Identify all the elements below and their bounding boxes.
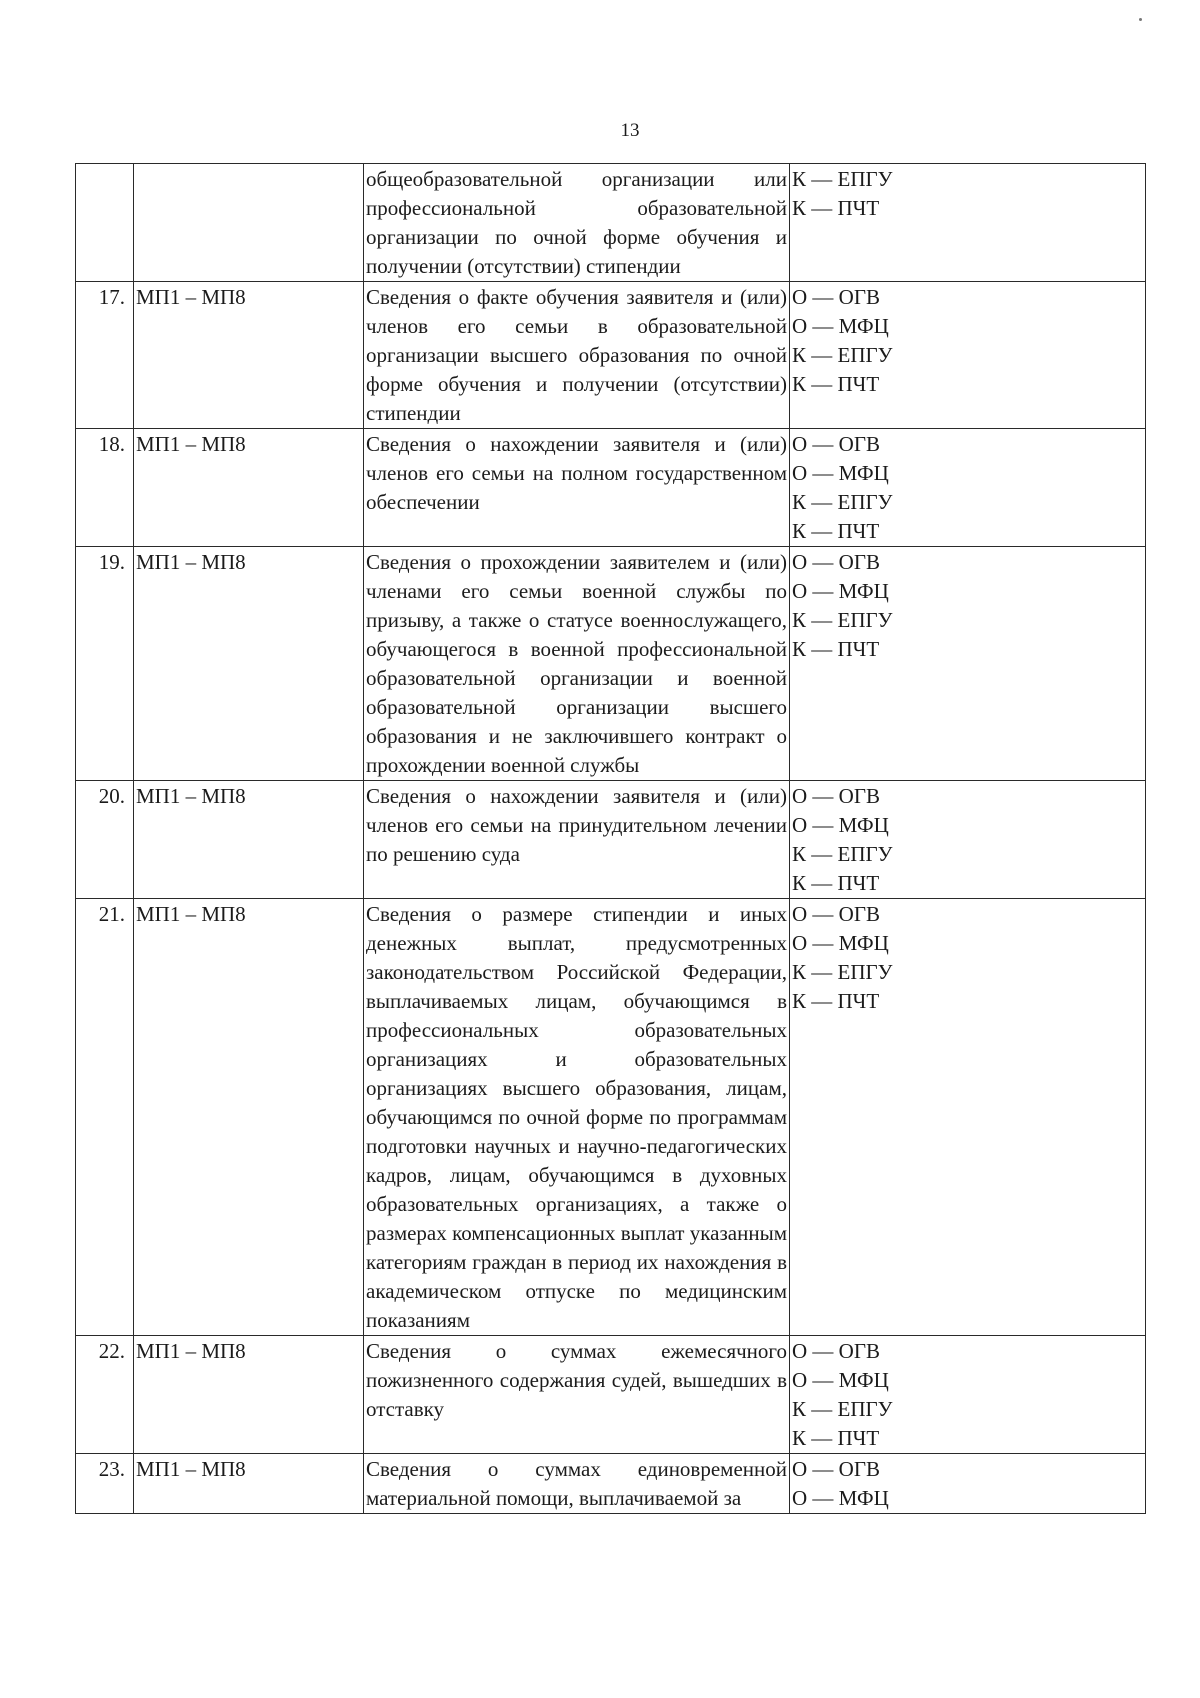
source-entry: К — ПЧТ (792, 372, 880, 396)
table-row (76, 781, 1146, 899)
source-list (790, 164, 1146, 282)
measure-code: МП1 – МП8 (134, 1454, 364, 1514)
information-description: Сведения о факте обучения заявителя и (или) членов его семьи в образовательной организации высшего образования по очной форме обучения и получении (отсутствии) стипендии (364, 282, 790, 429)
table-row (76, 1454, 1146, 1514)
information-description: Сведения о размере стипендии и иных денежных выплат, предусмотренных законодательством Российской Федерации, выплачиваемых лицам, обучающимся в профессиональных образовательных организациях и образовательных организациях высшего образования, лицам, обучающимся по очной форме по программам подготовки научных и научно-педагогических кадров, лицам, обучающимся в духовных образовательных организациях, а также о размерах компенсационных выплат указанным категориям граждан в период их нахождения в академическом отпуске по медицинским показаниям (364, 899, 790, 1336)
measure-code: МП1 – МП8 (134, 282, 364, 429)
table-body (76, 164, 1146, 1514)
source-entry: К — ЕПГУ (792, 842, 893, 866)
data-sources-table (75, 163, 1146, 1514)
source-list (790, 1336, 1146, 1454)
source-entry: О — ОГВ (792, 432, 880, 456)
page-number: 13 (620, 120, 640, 141)
source-entry: О — МФЦ (792, 314, 889, 338)
source-list (790, 547, 1146, 781)
source-entry: К — ПЧТ (792, 871, 880, 895)
scan-speck (1139, 18, 1142, 21)
source-entry: К — ПЧТ (792, 1426, 880, 1450)
source-entry: К — ПЧТ (792, 637, 880, 661)
source-list (790, 899, 1146, 1336)
source-entry: О — ОГВ (792, 285, 880, 309)
measure-code (134, 164, 364, 282)
source-entry: К — ЕПГУ (792, 343, 893, 367)
table-row (76, 282, 1146, 429)
information-description: Сведения о прохождении заявителем и (или) членами его семьи военной службы по призыву, а также о статусе военнослужащего, обучающегося в военной профессиональной образовательной организации и военной образовательной организации высшего образования и не заключившего контракт о прохождении военной службы (364, 547, 790, 781)
row-number: 22. (76, 1336, 134, 1454)
source-list (790, 282, 1146, 429)
source-entry: К — ПЧТ (792, 989, 880, 1013)
row-number: 21. (76, 899, 134, 1336)
table-row (76, 429, 1146, 547)
source-entry: О — ОГВ (792, 784, 880, 808)
source-entry: О — МФЦ (792, 461, 889, 485)
source-entry: К — ЕПГУ (792, 608, 893, 632)
source-entry: К — ЕПГУ (792, 1397, 893, 1421)
table-row (76, 164, 1146, 282)
information-description: Сведения о нахождении заявителя и (или) членов его семьи на полном государственном обеспечении (364, 429, 790, 547)
source-entry: О — ОГВ (792, 1457, 880, 1481)
source-entry: О — МФЦ (792, 1368, 889, 1392)
source-entry: О — ОГВ (792, 902, 880, 926)
row-number: 23. (76, 1454, 134, 1514)
information-description: Сведения о нахождении заявителя и (или) членов его семьи на принудительном лечении по решению суда (364, 781, 790, 899)
row-number: 19. (76, 547, 134, 781)
source-entry: О — МФЦ (792, 579, 889, 603)
source-entry: К — ЕПГУ (792, 960, 893, 984)
source-entry: К — ЕПГУ (792, 167, 893, 191)
source-entry: О — ОГВ (792, 550, 880, 574)
table-row (76, 899, 1146, 1336)
table-row (76, 547, 1146, 781)
source-list (790, 781, 1146, 899)
row-number (76, 164, 134, 282)
information-description: Сведения о суммах единовременной материальной помощи, выплачиваемой за (364, 1454, 790, 1514)
source-entry: О — ОГВ (792, 1339, 880, 1363)
source-entry: О — МФЦ (792, 931, 889, 955)
measure-code: МП1 – МП8 (134, 547, 364, 781)
measure-code: МП1 – МП8 (134, 1336, 364, 1454)
measure-code: МП1 – МП8 (134, 429, 364, 547)
table-row (76, 1336, 1146, 1454)
source-entry: О — МФЦ (792, 813, 889, 837)
source-entry: К — ПЧТ (792, 196, 880, 220)
measure-code: МП1 – МП8 (134, 781, 364, 899)
information-description: общеобразовательной организации или профессиональной образовательной организации по очной форме обучения и получении (отсутствии) стипендии (364, 164, 790, 282)
row-number: 18. (76, 429, 134, 547)
measure-code: МП1 – МП8 (134, 899, 364, 1336)
source-entry: К — ЕПГУ (792, 490, 893, 514)
source-list (790, 429, 1146, 547)
source-entry: К — ПЧТ (792, 519, 880, 543)
row-number: 20. (76, 781, 134, 899)
source-list (790, 1454, 1146, 1514)
row-number: 17. (76, 282, 134, 429)
source-entry: О — МФЦ (792, 1486, 889, 1510)
information-description: Сведения о суммах ежемесячного пожизненного содержания судей, вышедших в отставку (364, 1336, 790, 1454)
